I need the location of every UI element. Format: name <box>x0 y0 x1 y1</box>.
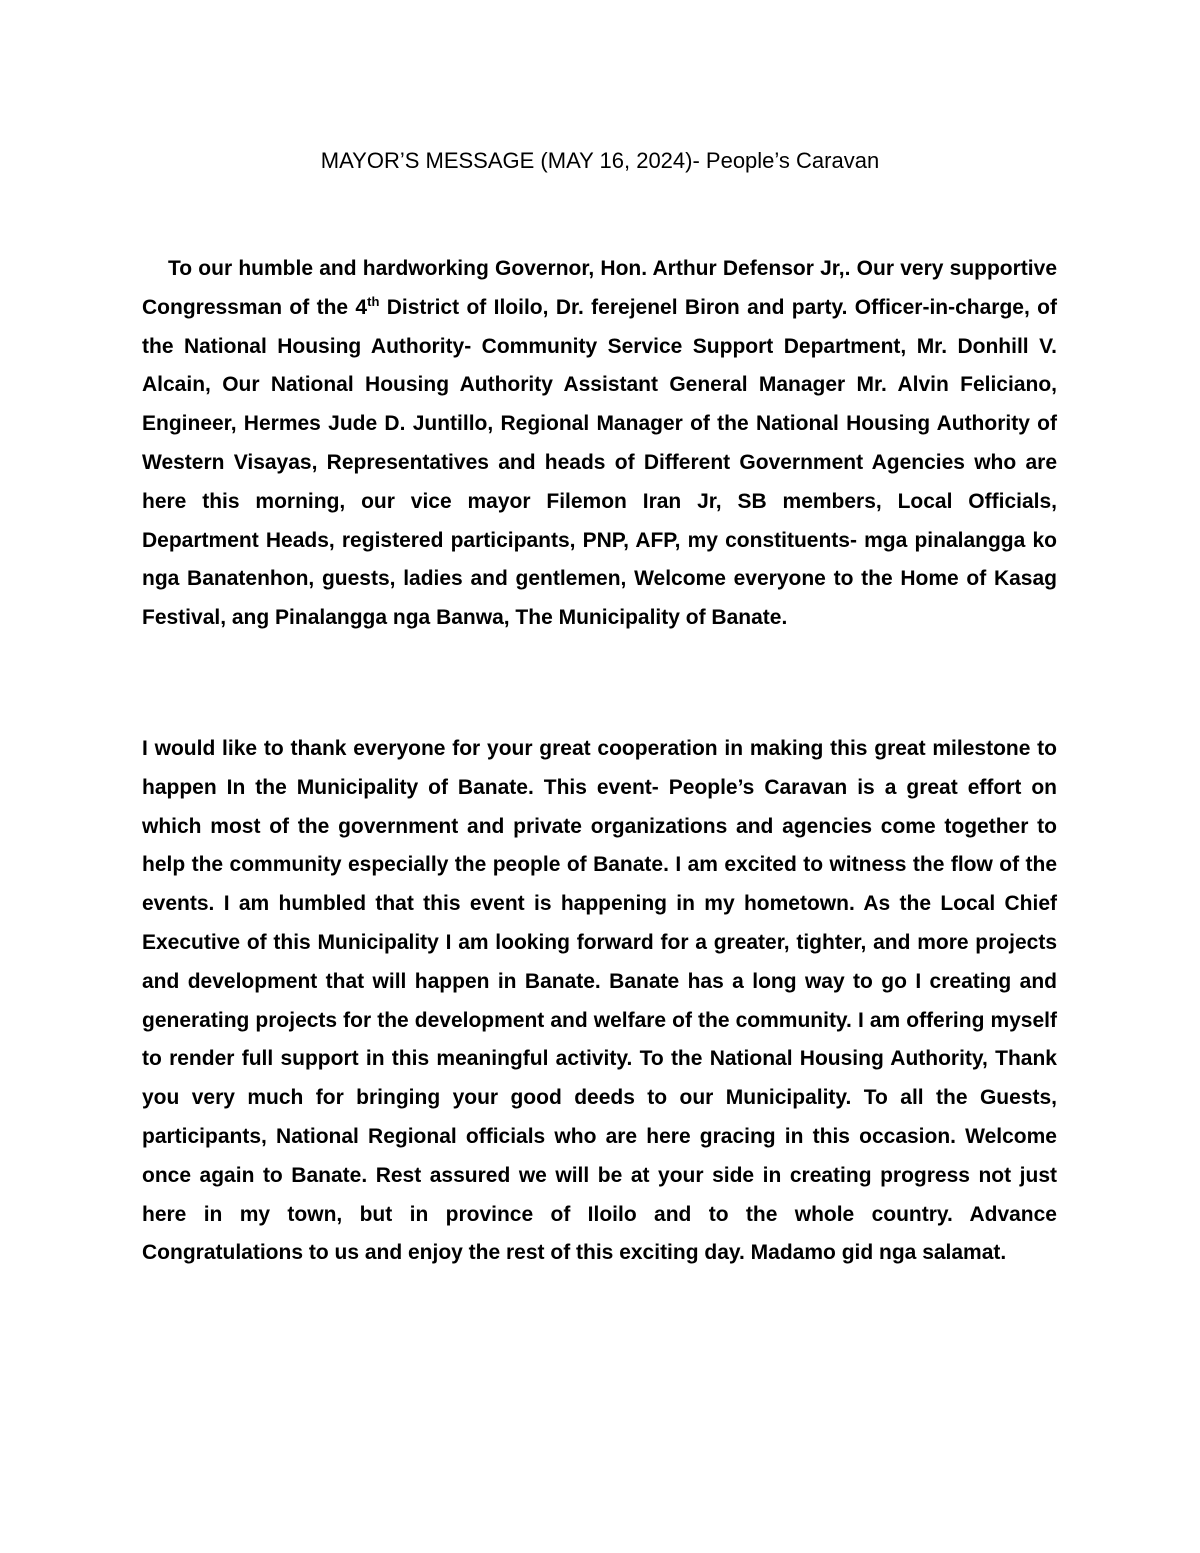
document-title: MAYOR’S MESSAGE (MAY 16, 2024)- People’s Caravan <box>320 148 880 173</box>
paragraph-greeting-part1: To our humble and hardworking Governor, Hon. Arthur Defensor Jr,. Our very supportive Congressman of the 4 <box>142 257 1057 319</box>
paragraph-thanks: I would like to thank everyone for your great cooperation in making this great milestone to happen In the Municipality of Banate. This event- People’s Caravan is a great effort on which most of the government and private organizations and agencies come together to help the community especially the people of Banate. I am excited to witness the flow of the events. I am humbled that this event is happening in my hometown. As the Local Chief Executive of this Municipality I am looking forward for a greater, tighter, and more projects and development that will happen in Banate. Banate has a long way to go I creating and generating projects for the development and welfare of the community. I am offering myself to render full support in this meaningful activity. To the National Housing Authority, Thank you very much for bringing your good deeds to our Municipality. To all the Guests, participants, National Regional officials who are here gracing in this occasion. Welcome once again to Banate. Rest assured we will be at your side in creating progress not just here in my town, but in province of Iloilo and to the whole country. Advance Congratulations to us and enjoy the rest of this exciting day. Madamo gid nga salamat. <box>142 737 1057 1265</box>
ordinal-superscript: th <box>367 293 380 309</box>
paragraph-greeting <box>142 250 1057 638</box>
paragraph-greeting-part2: District of Iloilo, Dr. ferejenel Biron and party. Officer-in-charge, of the National Housing Authority- Community Service Support Department, Mr. Donhill V. Alcain, Our National Housing Authority Assistant General Manager Mr. Alvin Feliciano, Engineer, Hermes Jude D. Juntillo, Regional Manager of the National Housing Authority of Western Visayas, Representatives and heads of Different Government Agencies who are here this morning, our vice mayor Filemon Iran Jr, SB members, Local Officials, Department Heads, registered participants, PNP, AFP, my constituents- mga pinalangga ko nga Banatenhon, guests, ladies and gentlemen, Welcome everyone to the Home of Kasag Festival, ang Pinalangga nga Banwa, The Municipality of Banate. <box>142 295 1057 630</box>
